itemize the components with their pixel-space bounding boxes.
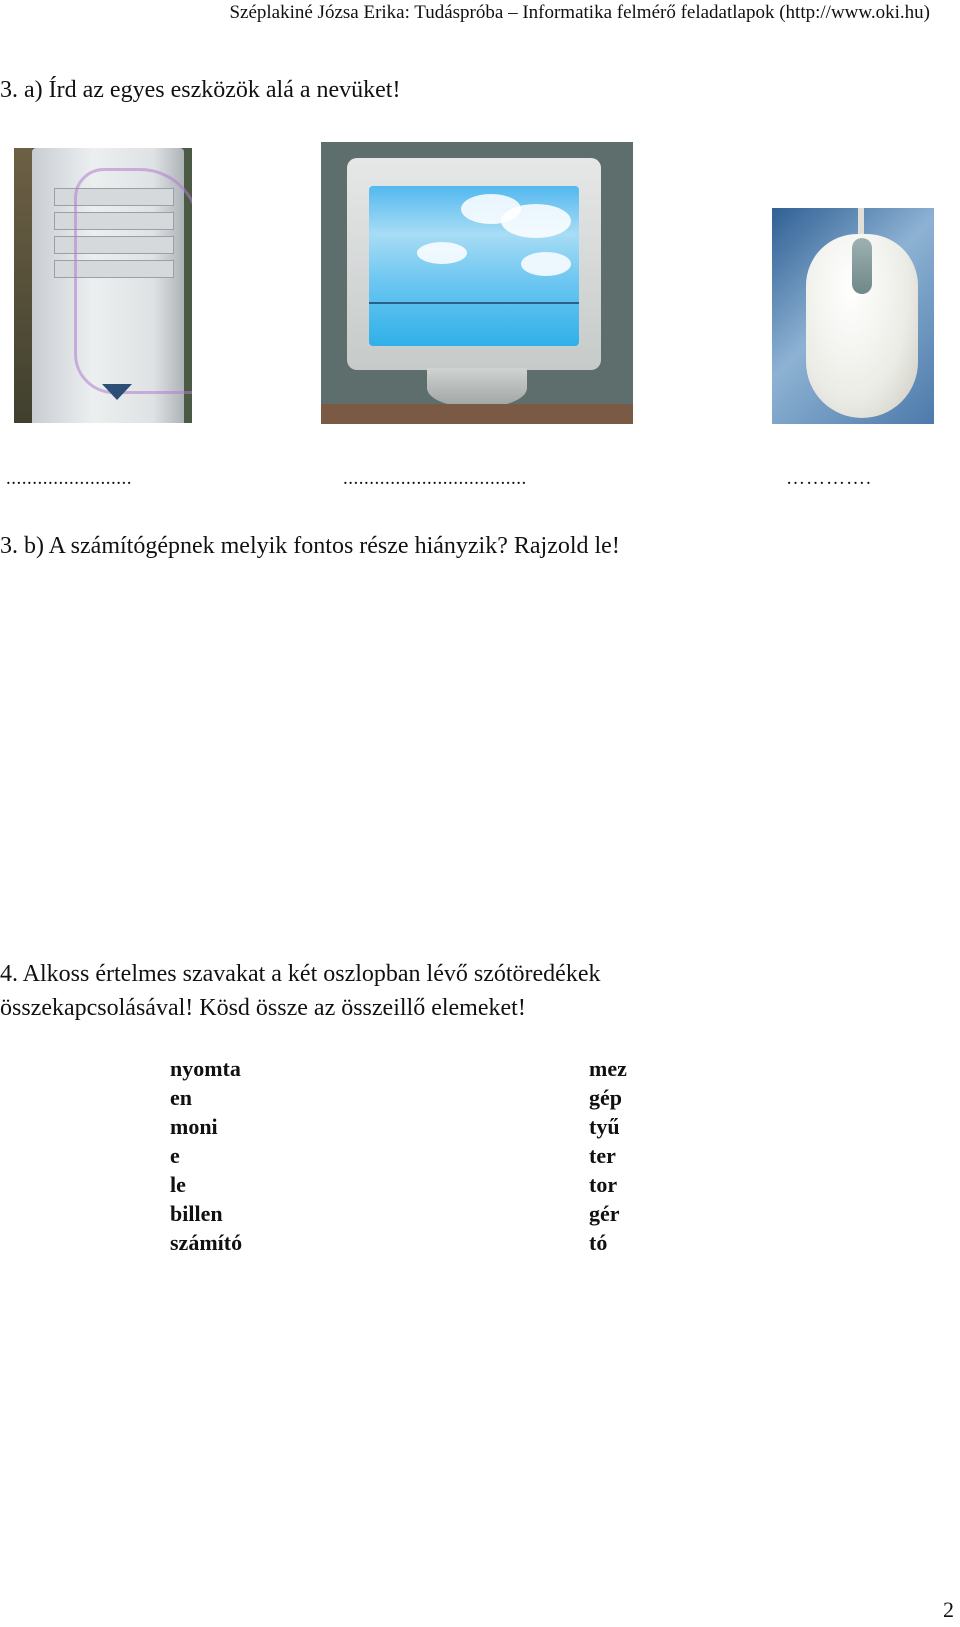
fragment-left: nyomta: [170, 1056, 241, 1081]
fragments-right-column: [589, 1054, 627, 1257]
monitor-photo: [321, 142, 633, 424]
fragment-right: gér: [589, 1201, 620, 1226]
mouse-photo: [772, 208, 934, 424]
answer-line-2: ...................................: [343, 468, 527, 489]
fragment-right: mez: [589, 1056, 627, 1081]
fragments-left-column: [170, 1054, 242, 1257]
fragment-right: gép: [589, 1085, 622, 1110]
question-4-line-2: összekapcsolásával! Kösd össze az összeillő elemeket!: [0, 995, 526, 1021]
answer-line-3: ………….: [786, 468, 872, 489]
page-number: 2: [943, 1597, 954, 1622]
fragment-left: en: [170, 1085, 192, 1110]
fragment-left: le: [170, 1172, 186, 1197]
fragment-left: moni: [170, 1114, 218, 1139]
fragment-right: tyű: [589, 1114, 620, 1139]
question-3b: 3. b) A számítógépnek melyik fontos része hiányzik? Rajzold le!: [0, 533, 620, 559]
question-4-line-1: 4. Alkoss értelmes szavakat a két oszlopban lévő szótöredékek: [0, 961, 601, 987]
fragment-left: számító: [170, 1230, 243, 1255]
fragment-left: billen: [170, 1201, 223, 1226]
fragment-right: tor: [589, 1172, 618, 1197]
answer-line-1: ........................: [6, 468, 132, 489]
fragment-right: ter: [589, 1143, 616, 1168]
fragment-left: e: [170, 1143, 180, 1168]
page-header: Széplakiné Józsa Erika: Tudáspróba – Informatika felmérő feladatlapok (http://www.oki.hu): [229, 2, 930, 23]
computer-case-photo: [14, 148, 192, 423]
fragment-right: tó: [589, 1230, 608, 1255]
question-3a: 3. a) Írd az egyes eszközök alá a nevüket!: [0, 77, 401, 103]
